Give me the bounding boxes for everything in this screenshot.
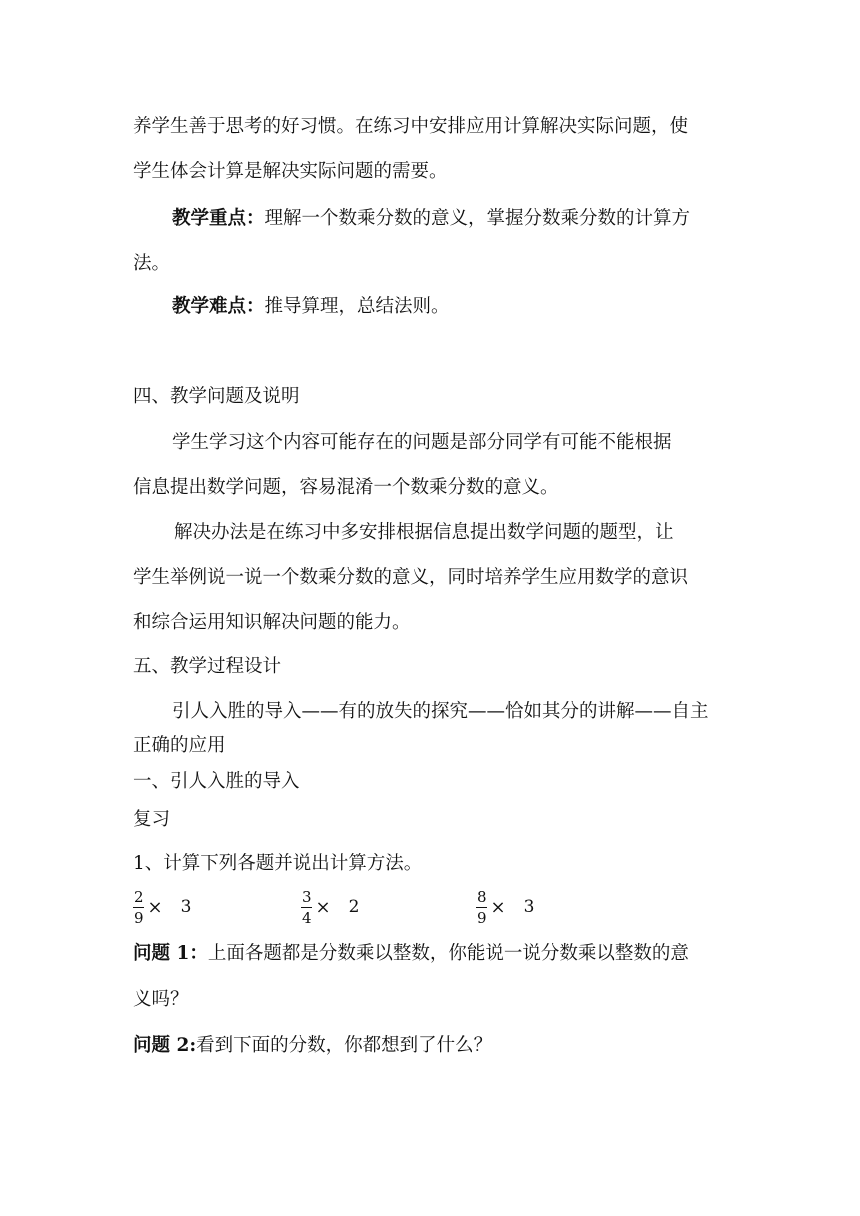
- fraction: [476, 888, 488, 927]
- question-line: [133, 942, 689, 966]
- key-points-line: [172, 207, 690, 231]
- fraction-bar: [476, 907, 487, 908]
- multiply-sign: ×: [490, 896, 506, 918]
- exercise-item: [133, 885, 191, 929]
- paragraph-line: 信息提出数学问题，容易混淆一个数乘分数的意义。: [133, 477, 559, 498]
- denominator: 9: [477, 908, 487, 927]
- exercise-item: [476, 885, 534, 929]
- multiply-sign: ×: [315, 896, 331, 918]
- multiply-sign: ×: [147, 896, 163, 918]
- question-text: 上面各题都是分数乘以整数，你能说一说分数乘以整数的意: [207, 943, 689, 964]
- difficulty-line: [172, 295, 450, 319]
- paragraph-line: 学生学习这个内容可能存在的问题是部分同学有可能不能根据: [172, 432, 672, 453]
- numerator: 8: [477, 887, 487, 906]
- exercise-item: [301, 885, 359, 929]
- numerator: 3: [302, 887, 312, 906]
- section-heading: 四、教学问题及说明: [133, 386, 300, 407]
- paragraph-line: 解决办法是在练习中多安排根据信息提出数学问题的题型，让: [174, 522, 674, 543]
- paragraph-line: 义吗？: [133, 989, 189, 1010]
- integer: 3: [180, 897, 192, 917]
- paragraph-line: 正确的应用: [133, 735, 226, 756]
- fraction: [133, 888, 145, 927]
- question-label: 问题 1：: [133, 943, 208, 964]
- section-heading: 五、教学过程设计: [133, 656, 282, 677]
- paragraph-line: 法。: [133, 253, 171, 274]
- question-line: [133, 1034, 492, 1058]
- paragraph-line: 和综合运用知识解决问题的能力。: [133, 612, 411, 633]
- paragraph-line: 复习: [133, 809, 171, 830]
- difficulty-label: 教学难点：: [172, 296, 265, 317]
- subsection-heading: 一、引人入胜的导入: [133, 771, 300, 792]
- fraction: [301, 888, 313, 927]
- paragraph-line: 1、计算下列各题并说出计算方法。: [133, 853, 423, 874]
- fraction-bar: [301, 907, 312, 908]
- paragraph-line: 引人入胜的导入——有的放失的探究——恰如其分的讲解——自主: [172, 701, 709, 722]
- fraction-bar: [133, 907, 144, 908]
- denominator: 4: [302, 908, 312, 927]
- paragraph-line: 学生举例说一说一个数乘分数的意义，同时培养学生应用数学的意识: [133, 567, 689, 588]
- numerator: 2: [134, 887, 144, 906]
- difficulty-text: 推导算理，总结法则。: [264, 296, 450, 317]
- key-points-text: 理解一个数乘分数的意义，掌握分数乘分数的计算方: [264, 208, 691, 229]
- paragraph-line: 学生体会计算是解决实际问题的需要。: [133, 161, 448, 182]
- question-text: 看到下面的分数，你都想到了什么？: [196, 1035, 493, 1056]
- paragraph-line: 养学生善于思考的好习惯。在练习中安排应用计算解决实际问题，使: [133, 116, 689, 137]
- exercise-row: [133, 885, 733, 929]
- question-label: 问题 2:: [133, 1035, 197, 1056]
- integer: 2: [348, 897, 360, 917]
- integer: 3: [523, 897, 535, 917]
- key-points-label: 教学重点：: [172, 208, 265, 229]
- denominator: 9: [134, 908, 144, 927]
